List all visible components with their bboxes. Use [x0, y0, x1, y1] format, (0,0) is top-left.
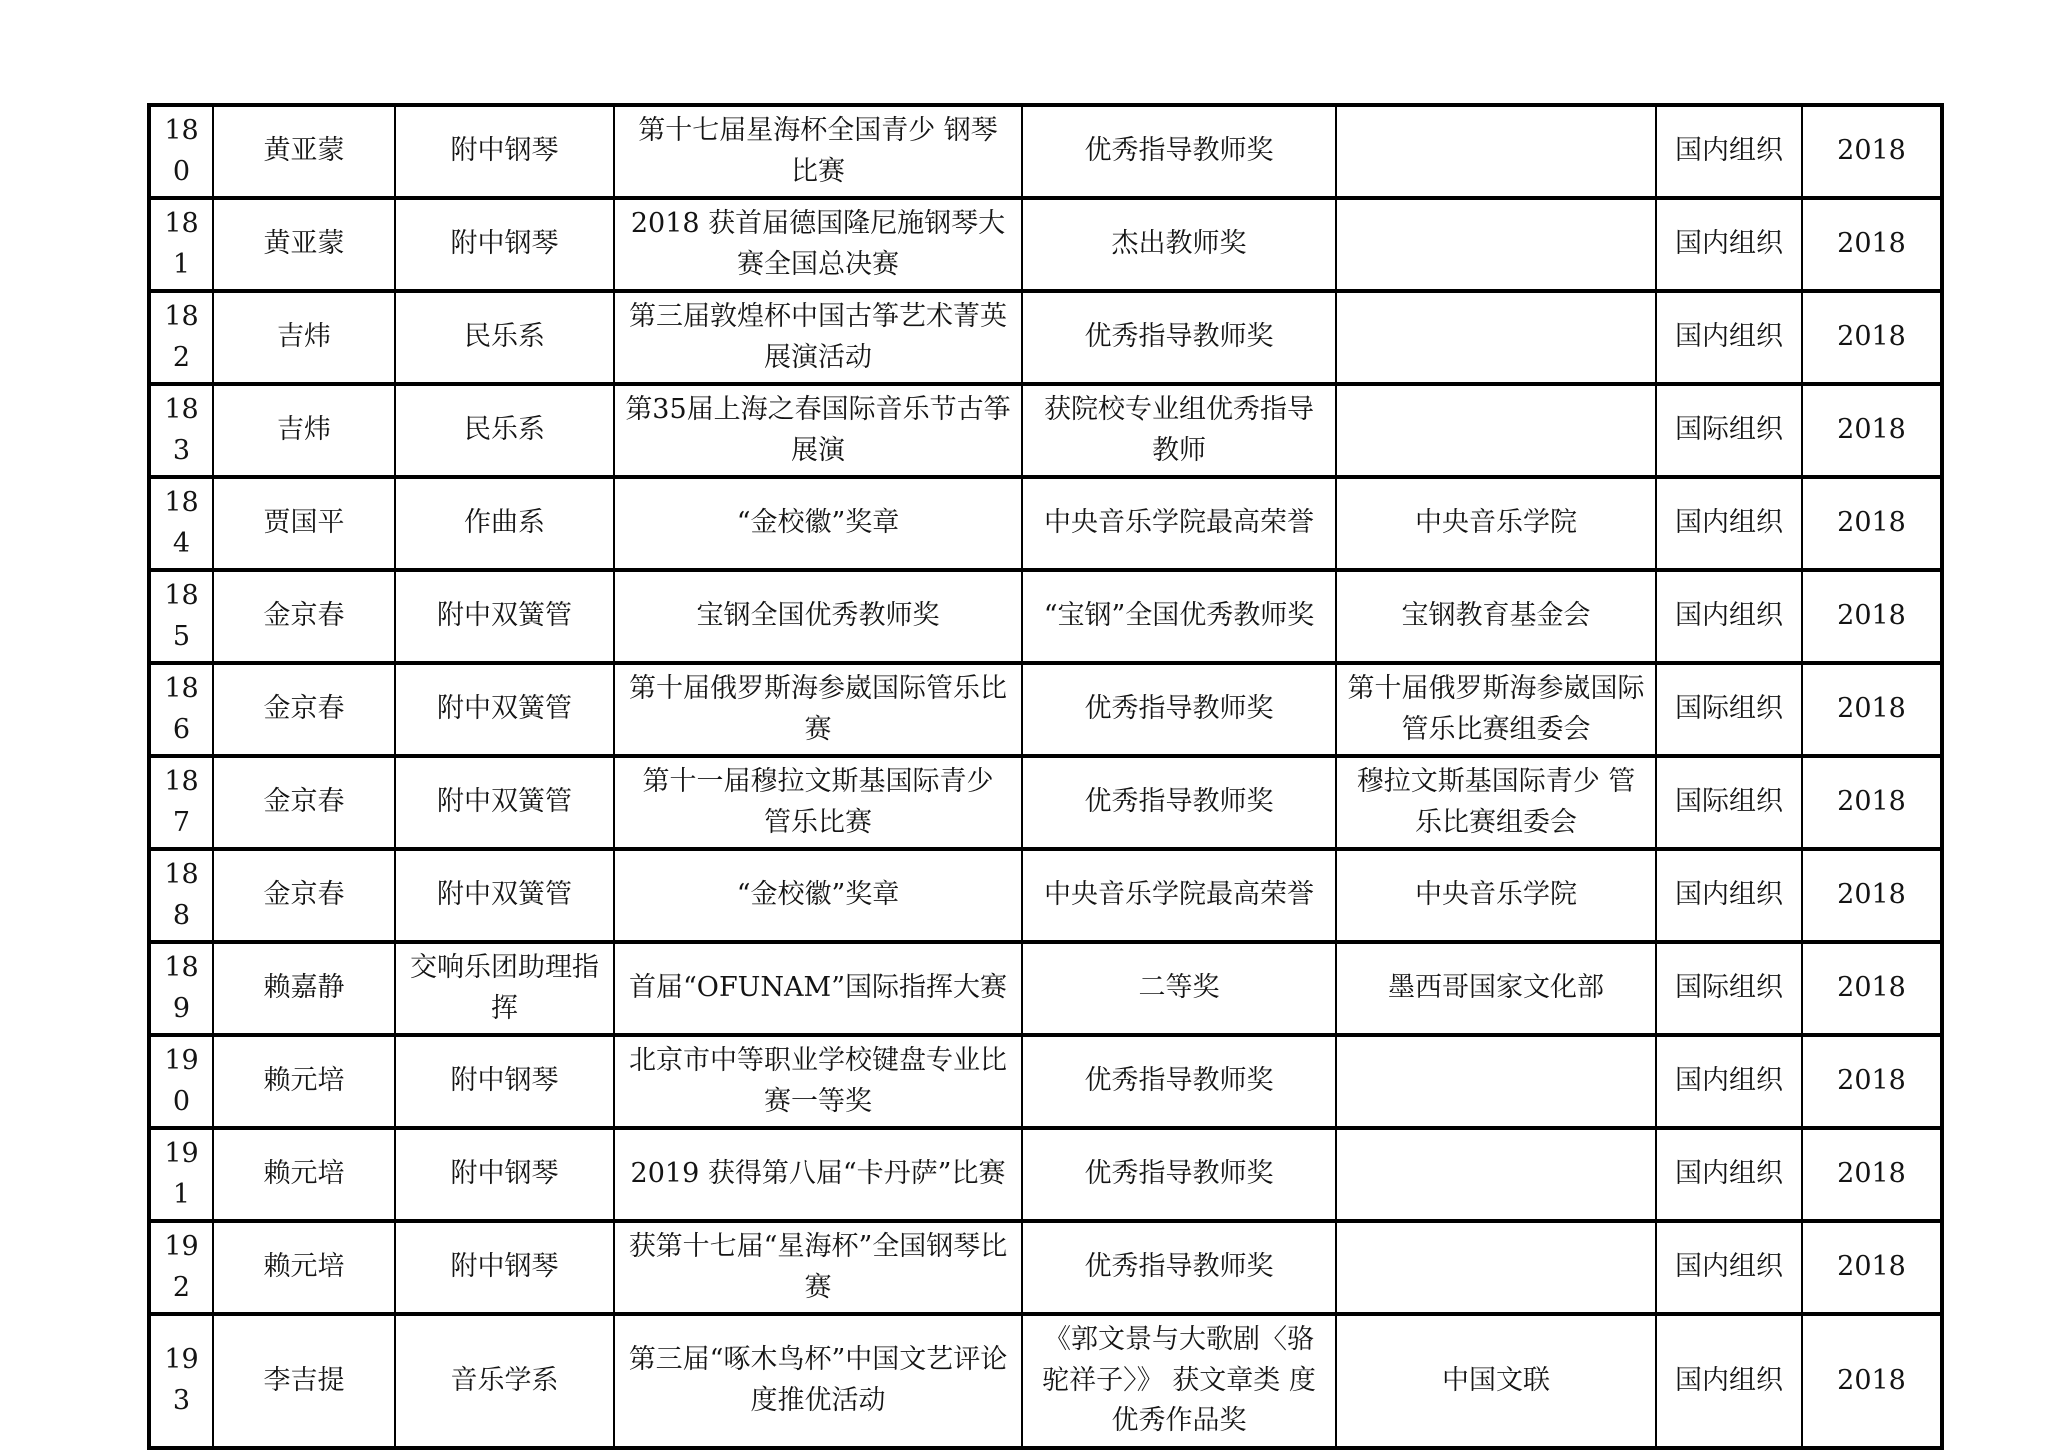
cell-award: 优秀指导教师奖 — [1022, 1035, 1336, 1128]
cell-year: 2018 — [1802, 105, 1942, 198]
cell-index: 185 — [149, 570, 213, 663]
table-row — [149, 849, 1942, 942]
cell-org-type: 国内组织 — [1656, 1221, 1802, 1314]
cell-competition: “金校徽”奖章 — [614, 477, 1022, 570]
cell-organizer — [1336, 1035, 1656, 1128]
cell-year: 2018 — [1802, 1314, 1942, 1448]
cell-org-type: 国内组织 — [1656, 477, 1802, 570]
cell-org-type: 国内组织 — [1656, 1128, 1802, 1221]
cell-organizer: 第十届俄罗斯海参崴国际管乐比赛组委会 — [1336, 663, 1656, 756]
cell-year: 2018 — [1802, 477, 1942, 570]
cell-department: 交响乐团助理指挥 — [395, 942, 614, 1035]
cell-name: 李吉提 — [213, 1314, 395, 1448]
cell-org-type: 国内组织 — [1656, 570, 1802, 663]
cell-competition: 2019 获得第八届“卡丹萨”比赛 — [614, 1128, 1022, 1221]
cell-index: 182 — [149, 291, 213, 384]
cell-index: 181 — [149, 198, 213, 291]
cell-organizer — [1336, 1128, 1656, 1221]
cell-name: 金京春 — [213, 849, 395, 942]
cell-competition: 第三届敦煌杯中国古筝艺术菁英展演活动 — [614, 291, 1022, 384]
cell-award: 优秀指导教师奖 — [1022, 1221, 1336, 1314]
cell-index: 183 — [149, 384, 213, 477]
cell-index: 184 — [149, 477, 213, 570]
cell-department: 附中钢琴 — [395, 1035, 614, 1128]
awards-table — [147, 103, 1944, 1450]
cell-org-type: 国内组织 — [1656, 198, 1802, 291]
cell-award: 中央音乐学院最高荣誉 — [1022, 477, 1336, 570]
cell-competition: 第十届俄罗斯海参崴国际管乐比赛 — [614, 663, 1022, 756]
cell-competition: 获第十七届“星海杯”全国钢琴比赛 — [614, 1221, 1022, 1314]
cell-organizer — [1336, 198, 1656, 291]
cell-index: 188 — [149, 849, 213, 942]
cell-organizer: 墨西哥国家文化部 — [1336, 942, 1656, 1035]
cell-department: 附中钢琴 — [395, 105, 614, 198]
cell-award: 二等奖 — [1022, 942, 1336, 1035]
cell-award: “宝钢”全国优秀教师奖 — [1022, 570, 1336, 663]
cell-index: 193 — [149, 1314, 213, 1448]
cell-department: 附中钢琴 — [395, 1128, 614, 1221]
cell-department: 民乐系 — [395, 291, 614, 384]
cell-department: 附中钢琴 — [395, 1221, 614, 1314]
table-row — [149, 663, 1942, 756]
cell-year: 2018 — [1802, 1128, 1942, 1221]
cell-index: 186 — [149, 663, 213, 756]
cell-competition: 第三届“啄木鸟杯”中国文艺评论 度推优活动 — [614, 1314, 1022, 1448]
cell-organizer: 中央音乐学院 — [1336, 477, 1656, 570]
cell-department: 附中双簧管 — [395, 849, 614, 942]
cell-name: 吉炜 — [213, 384, 395, 477]
cell-name: 赖元培 — [213, 1128, 395, 1221]
cell-org-type: 国际组织 — [1656, 756, 1802, 849]
cell-year: 2018 — [1802, 849, 1942, 942]
cell-competition: “金校徽”奖章 — [614, 849, 1022, 942]
cell-award: 杰出教师奖 — [1022, 198, 1336, 291]
cell-competition: 2018 获首届德国隆尼施钢琴大赛全国总决赛 — [614, 198, 1022, 291]
cell-name: 贾国平 — [213, 477, 395, 570]
cell-name: 赖元培 — [213, 1035, 395, 1128]
cell-competition: 北京市中等职业学校键盘专业比赛一等奖 — [614, 1035, 1022, 1128]
cell-org-type: 国内组织 — [1656, 291, 1802, 384]
cell-department: 民乐系 — [395, 384, 614, 477]
table-row — [149, 105, 1942, 198]
cell-index: 190 — [149, 1035, 213, 1128]
cell-award: 优秀指导教师奖 — [1022, 663, 1336, 756]
cell-year: 2018 — [1802, 663, 1942, 756]
cell-year: 2018 — [1802, 1221, 1942, 1314]
cell-index: 192 — [149, 1221, 213, 1314]
cell-year: 2018 — [1802, 570, 1942, 663]
cell-org-type: 国内组织 — [1656, 1314, 1802, 1448]
cell-organizer: 穆拉文斯基国际青少 管乐比赛组委会 — [1336, 756, 1656, 849]
cell-year: 2018 — [1802, 291, 1942, 384]
cell-organizer — [1336, 384, 1656, 477]
table-row — [149, 570, 1942, 663]
cell-org-type: 国内组织 — [1656, 1035, 1802, 1128]
cell-name: 赖元培 — [213, 1221, 395, 1314]
cell-competition: 首届“OFUNAM”国际指挥大赛 — [614, 942, 1022, 1035]
cell-year: 2018 — [1802, 1035, 1942, 1128]
cell-award: 优秀指导教师奖 — [1022, 1128, 1336, 1221]
cell-department: 附中双簧管 — [395, 756, 614, 849]
table-row — [149, 1314, 1942, 1448]
cell-organizer — [1336, 291, 1656, 384]
cell-organizer: 宝钢教育基金会 — [1336, 570, 1656, 663]
cell-name: 金京春 — [213, 756, 395, 849]
cell-department: 音乐学系 — [395, 1314, 614, 1448]
cell-org-type: 国内组织 — [1656, 105, 1802, 198]
cell-competition: 第35届上海之春国际音乐节古筝展演 — [614, 384, 1022, 477]
cell-organizer — [1336, 105, 1656, 198]
table-row — [149, 291, 1942, 384]
table-body — [149, 105, 1942, 1448]
cell-index: 180 — [149, 105, 213, 198]
cell-org-type: 国际组织 — [1656, 384, 1802, 477]
cell-year: 2018 — [1802, 942, 1942, 1035]
cell-department: 附中双簧管 — [395, 570, 614, 663]
cell-name: 吉炜 — [213, 291, 395, 384]
cell-competition: 第十七届星海杯全国青少 钢琴比赛 — [614, 105, 1022, 198]
cell-year: 2018 — [1802, 756, 1942, 849]
table-row — [149, 384, 1942, 477]
cell-org-type: 国际组织 — [1656, 942, 1802, 1035]
cell-award: 《郭文景与大歌剧〈骆驼祥子〉》 获文章类 度优秀作品奖 — [1022, 1314, 1336, 1448]
cell-organizer: 中央音乐学院 — [1336, 849, 1656, 942]
cell-competition: 第十一届穆拉文斯基国际青少 管乐比赛 — [614, 756, 1022, 849]
cell-name: 黄亚蒙 — [213, 105, 395, 198]
cell-award: 优秀指导教师奖 — [1022, 105, 1336, 198]
cell-name: 黄亚蒙 — [213, 198, 395, 291]
table-row — [149, 198, 1942, 291]
cell-index: 187 — [149, 756, 213, 849]
cell-index: 189 — [149, 942, 213, 1035]
cell-index: 191 — [149, 1128, 213, 1221]
cell-award: 优秀指导教师奖 — [1022, 291, 1336, 384]
cell-organizer — [1336, 1221, 1656, 1314]
table-row — [149, 942, 1942, 1035]
cell-department: 作曲系 — [395, 477, 614, 570]
cell-department: 附中钢琴 — [395, 198, 614, 291]
cell-department: 附中双簧管 — [395, 663, 614, 756]
cell-year: 2018 — [1802, 198, 1942, 291]
cell-name: 赖嘉静 — [213, 942, 395, 1035]
cell-award: 中央音乐学院最高荣誉 — [1022, 849, 1336, 942]
cell-year: 2018 — [1802, 384, 1942, 477]
table-row — [149, 1221, 1942, 1314]
cell-org-type: 国内组织 — [1656, 849, 1802, 942]
table-row — [149, 1035, 1942, 1128]
cell-org-type: 国际组织 — [1656, 663, 1802, 756]
cell-award: 优秀指导教师奖 — [1022, 756, 1336, 849]
cell-competition: 宝钢全国优秀教师奖 — [614, 570, 1022, 663]
cell-name: 金京春 — [213, 570, 395, 663]
cell-award: 获院校专业组优秀指导教师 — [1022, 384, 1336, 477]
table-row — [149, 1128, 1942, 1221]
cell-name: 金京春 — [213, 663, 395, 756]
table-row — [149, 477, 1942, 570]
cell-organizer: 中国文联 — [1336, 1314, 1656, 1448]
table-row — [149, 756, 1942, 849]
